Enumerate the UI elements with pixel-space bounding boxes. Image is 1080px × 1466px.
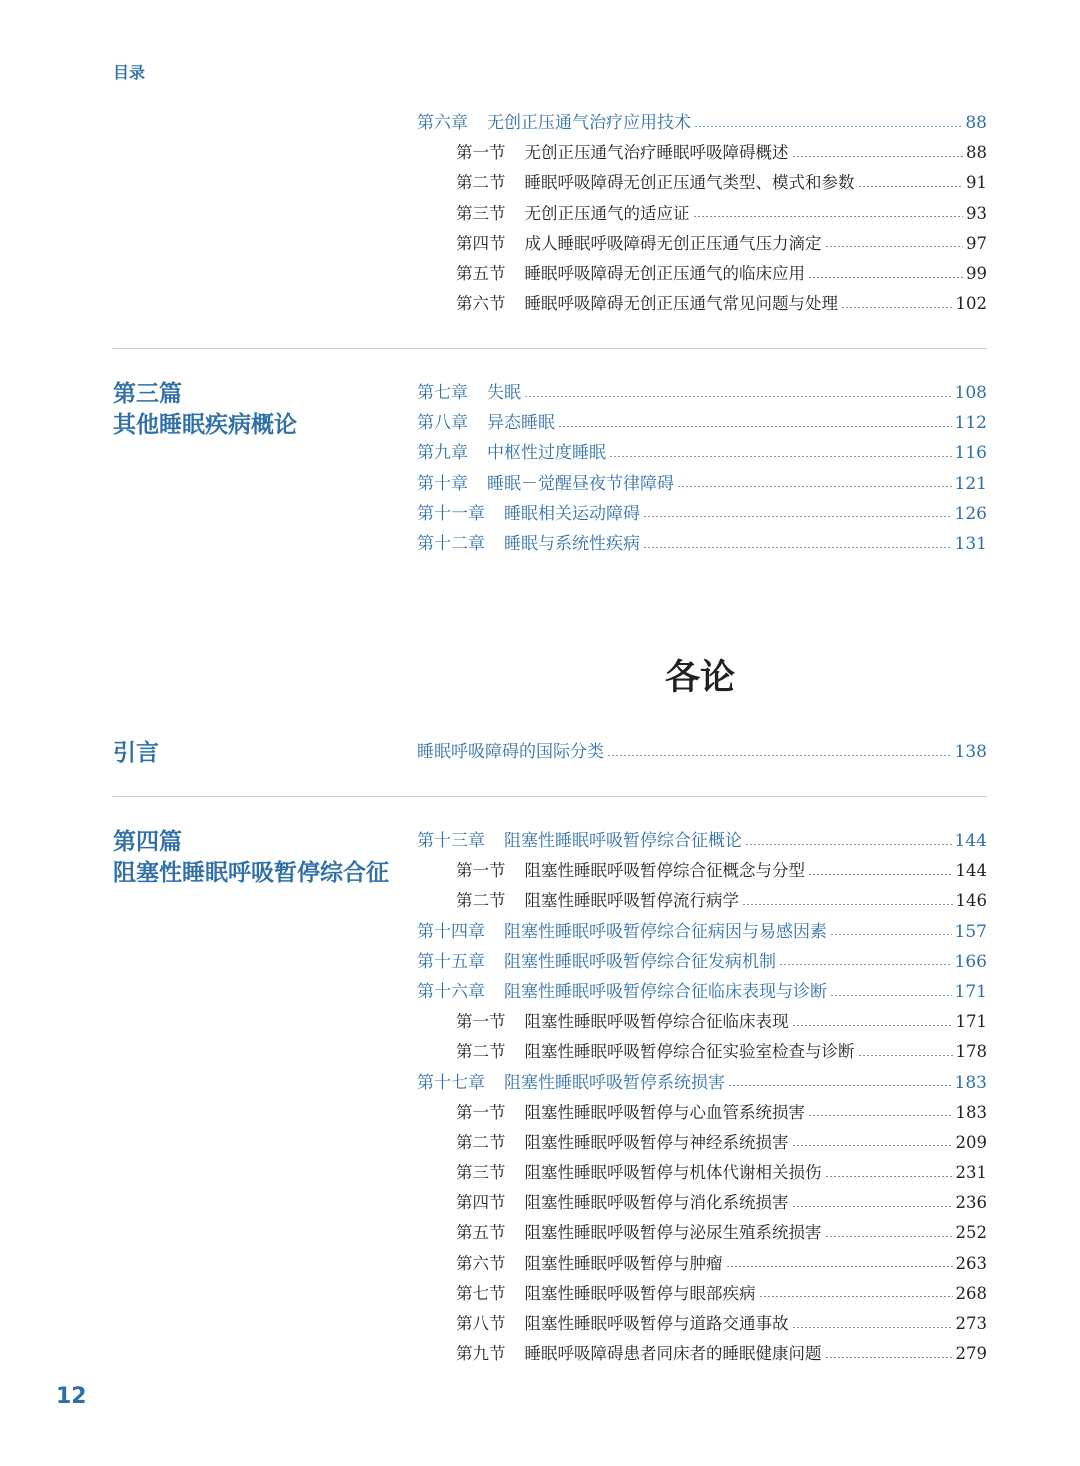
part-4-label: 第四篇 — [113, 828, 182, 855]
divider — [113, 796, 987, 797]
dot-leader — [825, 1357, 953, 1358]
part-4-title — [113, 826, 389, 888]
part-3-label: 第三篇 — [113, 380, 182, 407]
toc-section-entry[interactable] — [417, 168, 987, 198]
toc-entry-page: 231 — [955, 1163, 987, 1183]
toc-entry-number: 第三节 — [456, 203, 506, 223]
dot-leader — [792, 1025, 953, 1026]
toc-entry-page: 144 — [955, 861, 987, 881]
toc-entry-page: 93 — [966, 203, 987, 223]
toc-entry-title: 阻塞性睡眠呼吸暂停与神经系统损害 — [524, 1132, 789, 1152]
toc-entry-title: 阻塞性睡眠呼吸暂停综合征概论 — [504, 831, 742, 851]
toc-entry-number: 第十一章 — [417, 503, 485, 524]
toc-entry-page: 102 — [955, 294, 987, 314]
dot-leader — [792, 156, 964, 157]
toc-entry-number: 第一节 — [456, 143, 506, 163]
dot-leader — [728, 1085, 952, 1086]
toc-entry-page: 171 — [954, 981, 987, 1002]
toc-entry-page: 263 — [955, 1253, 987, 1273]
dot-leader — [858, 186, 964, 187]
toc-chapter-entry[interactable] — [417, 737, 987, 767]
toc-entry-page: 97 — [966, 233, 987, 253]
toc-entry-number: 第十七章 — [417, 1072, 485, 1093]
toc-entry-title: 阻塞性睡眠呼吸暂停与消化系统损害 — [524, 1193, 789, 1213]
running-header: 目录 — [113, 63, 146, 82]
dot-leader — [792, 1206, 953, 1207]
toc-section-entry[interactable] — [417, 1309, 987, 1339]
toc-entry-number: 第一节 — [456, 1102, 506, 1122]
dot-leader — [825, 1176, 953, 1177]
toc-entry-number: 第十三章 — [417, 831, 485, 851]
toc-chapter-entry[interactable] — [417, 977, 987, 1007]
toc-entry-number: 第八节 — [456, 1314, 506, 1333]
toc-entry-page: 166 — [954, 951, 987, 972]
part-4-name: 阻塞性睡眠呼吸暂停综合征 — [113, 859, 389, 886]
toc-entry-title: 阻塞性睡眠呼吸暂停综合征临床表现与诊断 — [504, 981, 827, 1002]
toc-entry-page: 99 — [966, 263, 987, 283]
toc-entry-number: 第六节 — [456, 1253, 506, 1273]
intro-title — [113, 737, 159, 768]
toc-chapter-entry[interactable] — [417, 469, 987, 499]
toc-entry-title: 睡眠呼吸障碍的国际分类 — [417, 742, 604, 762]
toc-entry-page: 88 — [965, 113, 987, 133]
toc-entry-page: 183 — [954, 1072, 987, 1093]
toc-entry-page: 146 — [955, 891, 987, 911]
toc-entry-title: 睡眠呼吸障碍无创正压通气常见问题与处理 — [524, 294, 838, 314]
toc-entry-page: 138 — [954, 742, 987, 762]
toc-entry-number: 第二节 — [456, 1132, 506, 1152]
toc-section-entry[interactable] — [417, 1249, 987, 1279]
dot-leader — [841, 307, 953, 308]
dot-leader — [643, 547, 952, 548]
toc-entry-page: 131 — [954, 533, 987, 554]
toc-entry-number: 第一节 — [456, 861, 506, 881]
toc-entry-title: 阻塞性睡眠呼吸暂停综合征临床表现 — [524, 1012, 789, 1032]
dot-leader — [858, 1055, 953, 1056]
toc-entry-title: 睡眠与系统性疾病 — [504, 533, 640, 554]
toc-entry-number: 第十五章 — [417, 951, 485, 972]
dot-leader — [792, 1145, 953, 1146]
toc-section-entry[interactable] — [417, 259, 987, 289]
toc-entry-title: 异态睡眠 — [487, 413, 555, 434]
toc-entry-title: 阻塞性睡眠呼吸暂停系统损害 — [504, 1072, 725, 1093]
toc-entry-page: 121 — [954, 473, 987, 494]
toc-entry-page: 91 — [966, 173, 987, 193]
toc-entry-title: 阻塞性睡眠呼吸暂停与道路交通事故 — [524, 1314, 789, 1333]
toc-section-entry[interactable] — [417, 886, 987, 916]
dot-leader — [759, 1296, 953, 1297]
toc-section-entry[interactable] — [417, 1128, 987, 1158]
toc-entry-number: 第六章 — [417, 113, 468, 133]
toc-chapter-entry[interactable] — [417, 947, 987, 977]
toc-entry-title: 睡眠呼吸障碍无创正压通气类型、模式和参数 — [524, 173, 855, 193]
toc-entry-number: 第一节 — [456, 1012, 506, 1032]
toc-section-entry[interactable] — [417, 1007, 987, 1037]
toc-section-entry[interactable] — [417, 1188, 987, 1218]
toc-entry-number: 第三节 — [456, 1163, 506, 1183]
divider — [113, 348, 987, 349]
toc-entry-title: 睡眠相关运动障碍 — [504, 503, 640, 524]
toc-entry-number: 第九节 — [456, 1344, 506, 1364]
toc-chapter-entry[interactable] — [417, 1068, 987, 1098]
toc-entry-page: 183 — [955, 1102, 987, 1122]
dot-leader — [825, 246, 964, 247]
page-number: 12 — [56, 1384, 87, 1409]
toc-entry-number: 第十四章 — [417, 921, 485, 942]
toc-entry-number: 第九章 — [417, 443, 468, 464]
toc-entry-page: 178 — [955, 1042, 987, 1062]
toc-block-part-3 — [417, 378, 987, 559]
toc-entry-number: 第六节 — [456, 294, 506, 314]
toc-entry-number: 第十二章 — [417, 533, 485, 554]
dot-leader — [830, 934, 952, 935]
toc-entry-page: 126 — [954, 503, 987, 524]
dot-leader — [643, 516, 952, 517]
toc-section-entry[interactable] — [417, 1158, 987, 1188]
dot-leader — [607, 755, 952, 756]
dot-leader — [825, 1236, 953, 1237]
toc-chapter-entry[interactable] — [417, 917, 987, 947]
toc-entry-title: 无创正压通气治疗睡眠呼吸障碍概述 — [524, 143, 789, 163]
dot-leader — [745, 844, 952, 845]
toc-block-intro — [417, 737, 987, 767]
toc-section-entry[interactable] — [417, 1339, 987, 1369]
toc-entry-title: 阻塞性睡眠呼吸暂停综合征病因与易感因素 — [504, 921, 827, 942]
toc-entry-number: 第五节 — [456, 1223, 506, 1243]
toc-entry-title: 无创正压通气的适应证 — [524, 203, 690, 223]
toc-entry-number: 第二节 — [456, 1042, 506, 1062]
toc-entry-number: 第二节 — [456, 173, 506, 193]
toc-entry-page: 236 — [955, 1193, 987, 1213]
toc-entry-page: 108 — [954, 383, 987, 403]
toc-entry-page: 112 — [954, 413, 987, 434]
toc-entry-title: 阻塞性睡眠呼吸暂停综合征实验室检查与诊断 — [524, 1042, 855, 1062]
toc-entry-number: 第七章 — [417, 383, 468, 403]
toc-entry-title: 阻塞性睡眠呼吸暂停综合征概念与分型 — [524, 861, 805, 881]
toc-entry-page: 279 — [955, 1344, 987, 1364]
toc-section-entry[interactable] — [417, 856, 987, 886]
toc-entry-page: 88 — [966, 143, 987, 163]
toc-section-entry[interactable] — [417, 289, 987, 319]
part-3-name: 其他睡眠疾病概论 — [113, 411, 297, 438]
dot-leader — [808, 874, 953, 875]
dot-leader — [830, 995, 952, 996]
toc-entry-number: 第四节 — [456, 233, 506, 253]
toc-entry-number: 第二节 — [456, 891, 506, 911]
dot-leader — [808, 277, 963, 278]
toc-entry-title: 阻塞性睡眠呼吸暂停与心血管系统损害 — [524, 1102, 805, 1122]
toc-entry-title: 睡眠呼吸障碍患者同床者的睡眠健康问题 — [524, 1344, 822, 1364]
toc-entry-page: 209 — [955, 1132, 987, 1152]
toc-entry-title: 成人睡眠呼吸障碍无创正压通气压力滴定 — [524, 233, 822, 253]
toc-entry-title: 无创正压通气治疗应用技术 — [487, 113, 691, 133]
dot-leader — [558, 426, 952, 427]
toc-section-entry[interactable] — [417, 199, 987, 229]
toc-entry-number: 第四节 — [456, 1193, 506, 1213]
dot-leader — [677, 486, 952, 487]
toc-chapter-entry[interactable] — [417, 108, 987, 138]
dot-leader — [779, 964, 952, 965]
dot-leader — [792, 1327, 953, 1328]
toc-entry-page: 157 — [954, 921, 987, 942]
dot-leader — [694, 126, 962, 127]
toc-entry-title: 睡眠呼吸障碍无创正压通气的临床应用 — [524, 263, 805, 283]
toc-entry-page: 273 — [955, 1314, 987, 1333]
toc-entry-title: 睡眠－觉醒昼夜节律障碍 — [487, 473, 674, 494]
toc-section-entry[interactable] — [417, 1037, 987, 1067]
dot-leader — [693, 216, 964, 217]
toc-entry-page: 144 — [954, 831, 987, 851]
toc-entry-title: 阻塞性睡眠呼吸暂停与机体代谢相关损伤 — [524, 1163, 822, 1183]
toc-entry-title: 阻塞性睡眠呼吸暂停与眼部疾病 — [524, 1283, 756, 1303]
dot-leader — [808, 1115, 953, 1116]
toc-entry-title: 阻塞性睡眠呼吸暂停与肿瘤 — [524, 1253, 723, 1273]
toc-chapter-entry[interactable] — [417, 378, 987, 408]
dot-leader — [524, 396, 952, 397]
toc-entry-title: 阻塞性睡眠呼吸暂停与泌尿生殖系统损害 — [524, 1223, 822, 1243]
toc-chapter-entry[interactable] — [417, 826, 987, 856]
toc-section-entry[interactable] — [417, 1098, 987, 1128]
toc-entry-number: 第八章 — [417, 413, 468, 434]
toc-chapter-entry[interactable] — [417, 499, 987, 529]
toc-entry-page: 116 — [954, 443, 987, 464]
toc-entry-page: 252 — [955, 1223, 987, 1243]
toc-entry-title: 中枢性过度睡眠 — [487, 443, 606, 464]
toc-entry-page: 171 — [955, 1012, 987, 1032]
toc-block-part-4 — [417, 826, 987, 1369]
toc-entry-number: 第五节 — [456, 263, 506, 283]
toc-section-entry[interactable] — [417, 1279, 987, 1309]
toc-block-chapter-6 — [417, 108, 987, 319]
toc-entry-number: 第十六章 — [417, 981, 485, 1002]
toc-section-entry[interactable] — [417, 1218, 987, 1248]
part-3-title — [113, 378, 297, 440]
dot-leader — [726, 1266, 953, 1267]
toc-entry-number: 第七节 — [456, 1283, 506, 1303]
toc-entry-number: 第十章 — [417, 473, 468, 494]
intro-label: 引言 — [113, 739, 159, 766]
toc-chapter-entry[interactable] — [417, 529, 987, 559]
section-heading: 各论 — [664, 657, 735, 698]
toc-entry-title: 失眠 — [487, 383, 521, 403]
toc-section-entry[interactable] — [417, 138, 987, 168]
toc-chapter-entry[interactable] — [417, 408, 987, 438]
toc-entry-title: 阻塞性睡眠呼吸暂停综合征发病机制 — [504, 951, 776, 972]
toc-entry-page: 268 — [955, 1283, 987, 1303]
dot-leader — [609, 456, 952, 457]
toc-section-entry[interactable] — [417, 229, 987, 259]
toc-chapter-entry[interactable] — [417, 438, 987, 468]
dot-leader — [742, 904, 953, 905]
toc-entry-title: 阻塞性睡眠呼吸暂停流行病学 — [524, 891, 739, 911]
